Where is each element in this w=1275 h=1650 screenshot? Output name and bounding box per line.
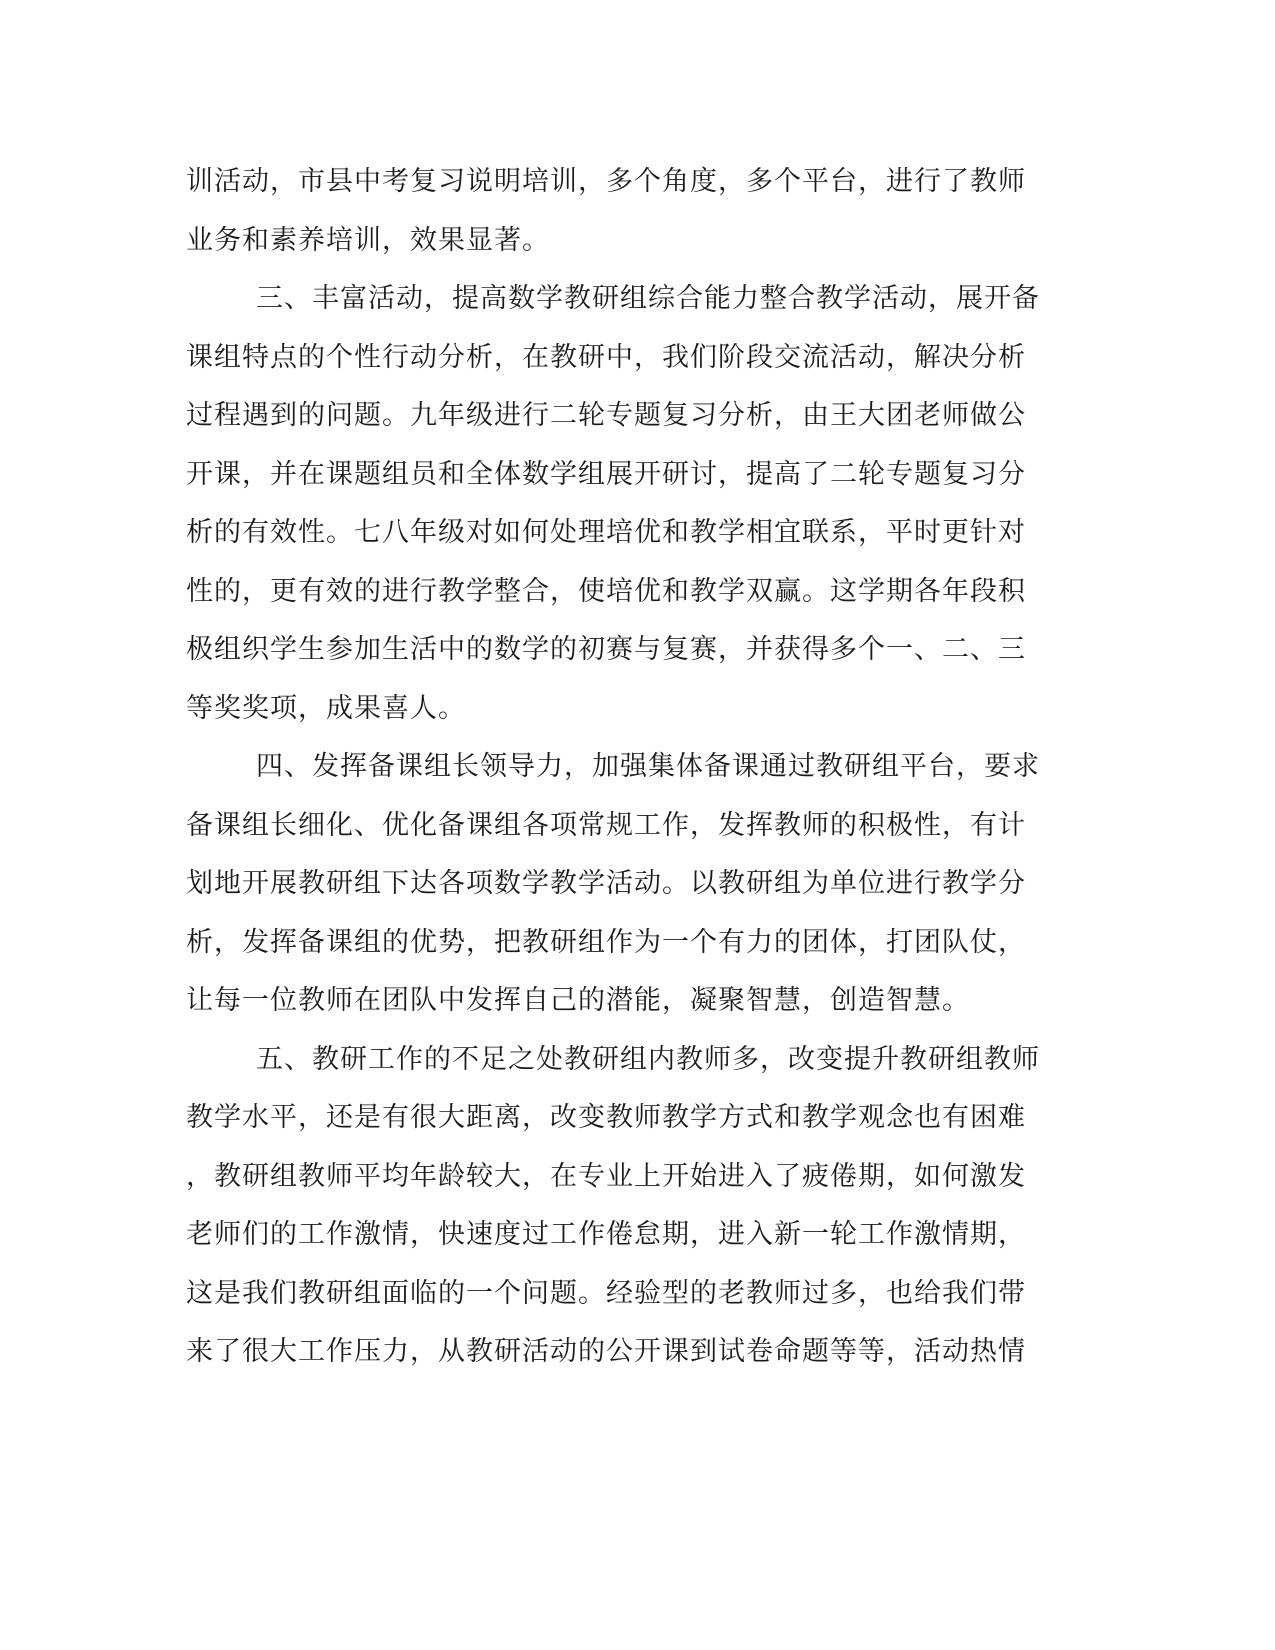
text-line: 业务和素养培训，效果显著。 (186, 224, 550, 256)
text-line: 四、发挥备课组长领导力，加强集体备课通过教研组平台，要求 (256, 751, 1040, 782)
text-line: 性的，更有效的进行教学整合，使培优和教学双赢。这学期各年段积 (186, 575, 1026, 607)
paragraph-section-three (186, 270, 1074, 738)
text-line: 析，发挥备课组的优势，把教研组作为一个有力的团体，打团队仗， (186, 926, 1026, 958)
text-line: 来了很大工作压力，从教研活动的公开课到试卷命题等等，活动热情 (186, 1336, 1026, 1367)
text-line: 极组织学生参加生活中的数学的初赛与复赛，并获得多个一、二、三 (186, 634, 1026, 665)
paragraph-section-five (186, 1031, 1074, 1382)
text-line: 三、丰富活动，提高数学教研组综合能力整合教学活动，展开备 (256, 283, 1040, 314)
body-text (186, 153, 1074, 1382)
text-line: 老师们的工作激情，快速度过工作倦怠期，进入新一轮工作激情期， (186, 1219, 1026, 1250)
text-line: 训活动，市县中考复习说明培训，多个角度，多个平台，进行了教师 (186, 166, 1026, 197)
text-line: 过程遇到的问题。九年级进行二轮专题复习分析，由王大团老师做公 (186, 400, 1026, 431)
text-line: 课组特点的个性行动分析，在教研中，我们阶段交流活动，解决分析 (186, 341, 1026, 373)
text-line: 备课组长细化、优化备课组各项常规工作，发挥教师的积极性，有计 (186, 809, 1026, 841)
text-line: 开课，并在课题组员和全体数学组展开研讨，提高了二轮专题复习分 (186, 458, 1026, 490)
text-line: 等奖奖项，成果喜人。 (186, 692, 466, 724)
text-line: ，教研组教师平均年龄较大，在专业上开始进入了疲倦期，如何激发 (186, 1160, 1026, 1192)
text-line: 让每一位教师在团队中发挥自己的潜能，凝聚智慧，创造智慧。 (186, 985, 970, 1016)
text-line: 这是我们教研组面临的一个问题。经验型的老教师过多，也给我们带 (186, 1277, 1026, 1309)
text-line: 五、教研工作的不足之处教研组内教师多，改变提升教研组教师 (256, 1043, 1040, 1075)
text-line: 划地开展教研组下达各项数学教学活动。以教研组为单位进行教学分 (186, 868, 1026, 899)
text-line: 教学水平，还是有很大距离，改变教师教学方式和教学观念也有困难 (186, 1102, 1026, 1133)
text-line: 析的有效性。七八年级对如何处理培优和教学相宜联系，平时更针对 (186, 517, 1026, 548)
paragraph-section-four (186, 738, 1074, 1031)
paragraph-continued (186, 153, 1074, 270)
